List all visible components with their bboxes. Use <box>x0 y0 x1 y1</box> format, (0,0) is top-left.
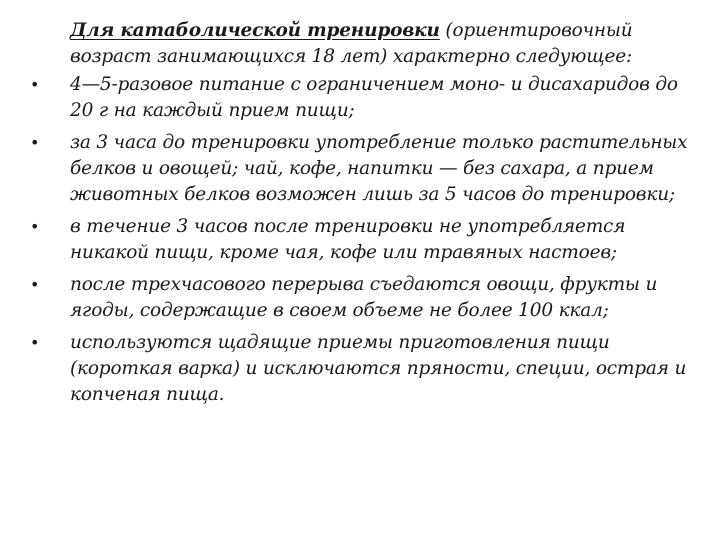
bullet-text: используются щадящие приемы приготовления пищи (короткая варка) и исключаются пряности, специи, острая и копченая пища. <box>70 332 687 405</box>
bullet-text: за 3 часа до тренировки употребление только растительных белков и овощей; чай, кофе, напитки — без сахара, а прием животных белков возможен лишь за 5 часов до тренировки; <box>70 132 688 205</box>
bullet-icon: • <box>30 217 40 236</box>
intro-lead: Для катаболической тренировки <box>70 20 440 41</box>
bullet-text: в течение 3 часов после тренировки не употребляется никакой пищи, кроме чая, кофе или травяных настоев; <box>70 216 626 263</box>
text-block <box>30 18 700 414</box>
bullet-icon: • <box>30 275 40 294</box>
bullet-item <box>30 72 700 124</box>
intro-rest: (ориентировочный возраст занимающихся 18 лет) характерно следующее: <box>70 20 633 67</box>
bullet-item <box>30 214 700 266</box>
bullet-item <box>30 330 700 408</box>
bullet-icon: • <box>30 133 40 152</box>
intro-paragraph <box>30 18 700 70</box>
bullet-item <box>30 130 700 208</box>
bullet-text: после трехчасового перерыва съедаются овощи, фрукты и ягоды, содержащие в своем объеме не более 100 ккал; <box>70 274 658 321</box>
bullet-text: 4—5-разовое питание с ограничением моно- и дисахаридов до 20 г на каждый прием пищи; <box>70 74 678 121</box>
bullet-icon: • <box>30 333 40 352</box>
bullet-item <box>30 272 700 324</box>
bullet-icon: • <box>30 75 40 94</box>
bullet-list <box>30 72 700 408</box>
